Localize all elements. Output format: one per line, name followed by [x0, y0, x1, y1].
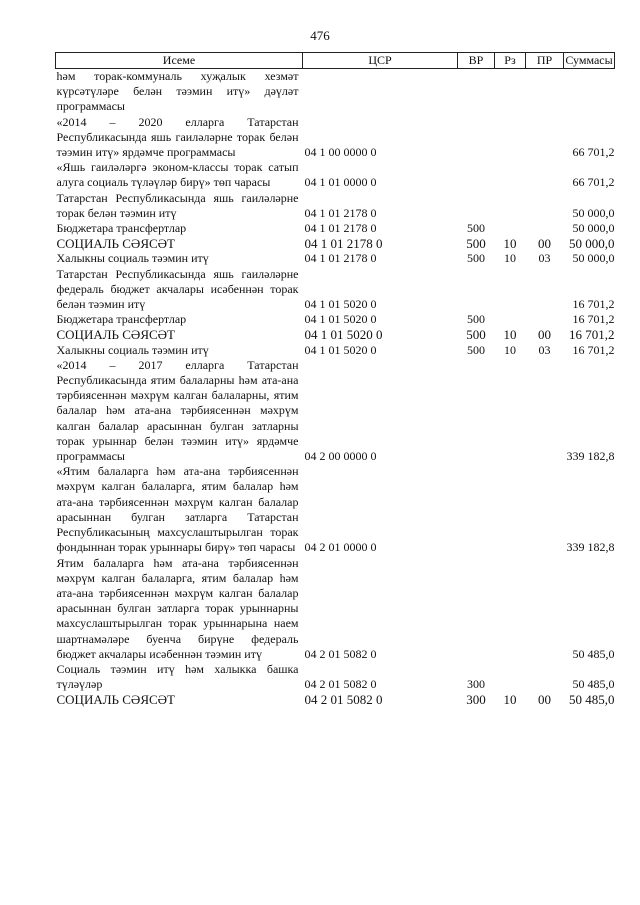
cell-sum: 339 182,8	[566, 540, 615, 555]
cell-vr	[458, 191, 495, 221]
table-row	[56, 556, 615, 662]
cell-csr: 04 1 01 5020 0	[304, 342, 377, 357]
cell-pr	[526, 115, 564, 161]
cell-pr: 03	[538, 342, 551, 357]
cell-rz	[495, 221, 526, 236]
cell-sum: 50 000,0	[572, 251, 615, 266]
cell-name: СОЦИАЛЬ СӘЯСӘТ	[56, 692, 175, 708]
cell-name: «2014 – 2017 елларга Татарстан Республикасында ятим балаларны һәм ата-ана тәрбиясеннән мәхрүм калган балаларны, ятим балалар һәм ата-ана тәрбиясеннән мәхрүм калган балалар арасыннан булган затларны торак урыннар белән тәэмин итү» ярдәмче программасы	[56, 357, 299, 464]
cell-vr: 500	[466, 327, 486, 343]
table-row-section	[56, 327, 615, 342]
cell-name: «Яшь гаиләләргә эконом-классы торак сатып алуга социаль түләүләр бирү» төп чарасы	[56, 160, 299, 190]
table-row	[56, 69, 615, 115]
cell-csr: 04 1 01 5020 0	[304, 327, 383, 343]
cell-csr: 04 1 01 5020 0	[304, 297, 377, 312]
cell-csr: 04 1 01 5020 0	[304, 312, 377, 327]
cell-rz	[495, 191, 526, 221]
cell-name: Бюджетара трансфертлар	[56, 221, 187, 236]
cell-pr	[526, 312, 564, 327]
column-header-vr: ВР	[458, 53, 495, 69]
cell-vr: 500	[467, 342, 485, 357]
budget-table	[55, 52, 615, 708]
cell-csr: 04 1 01 2178 0	[304, 221, 377, 236]
table-row	[56, 464, 615, 555]
cell-name: Социаль тәэмин итү һәм халыкка башка түләүләр	[56, 661, 299, 692]
table-row	[56, 343, 615, 358]
table-row	[56, 358, 615, 464]
cell-csr	[303, 69, 458, 115]
cell-sum	[564, 69, 615, 115]
cell-sum: 50 000,0	[569, 236, 615, 252]
cell-sum: 50 000,0	[572, 221, 615, 236]
cell-sum: 16 701,2	[572, 342, 615, 357]
column-header-sum: Суммасы	[565, 53, 613, 67]
cell-pr: 03	[538, 251, 551, 266]
cell-vr: 500	[467, 312, 485, 327]
column-header-rz: Рз	[495, 53, 526, 69]
cell-pr	[526, 160, 564, 190]
cell-vr	[458, 556, 495, 662]
cell-csr: 04 2 01 5082 0	[304, 677, 377, 692]
cell-rz: 10	[503, 692, 517, 708]
cell-pr	[526, 267, 564, 313]
cell-name: Татарстан Республикасында яшь гаиләләрне торак белән тәэмин итү	[56, 190, 299, 220]
column-header-csr: ЦСР	[303, 53, 458, 69]
cell-rz	[495, 662, 526, 692]
table-row-section	[56, 692, 615, 707]
cell-rz	[495, 115, 526, 161]
cell-rz	[495, 464, 526, 555]
cell-pr: 00	[538, 692, 551, 708]
cell-rz	[495, 160, 526, 190]
budget-table-sheet	[55, 52, 614, 708]
cell-pr: 00	[538, 236, 551, 252]
cell-name: «2014 – 2020 елларга Татарстан Республикасында яшь гаиләләрне торак белән тәэмин итү» ярдәмче программасы	[56, 114, 299, 160]
table-row	[56, 115, 615, 161]
cell-name: СОЦИАЛЬ СӘЯСӘТ	[56, 327, 175, 343]
cell-vr: 300	[467, 677, 485, 692]
cell-pr	[526, 358, 564, 464]
cell-name: СОЦИАЛЬ СӘЯСӘТ	[56, 236, 175, 252]
table-row	[56, 267, 615, 313]
cell-sum: 50 000,0	[572, 205, 615, 220]
cell-vr	[458, 160, 495, 190]
cell-pr: 00	[538, 327, 551, 343]
cell-rz: 10	[504, 251, 516, 266]
table-body	[56, 69, 615, 708]
table-row	[56, 251, 615, 266]
table-row	[56, 312, 615, 327]
cell-rz	[495, 69, 526, 115]
table-row	[56, 160, 615, 190]
cell-vr	[458, 464, 495, 555]
cell-rz: 10	[503, 327, 517, 343]
cell-vr: 500	[467, 221, 485, 236]
cell-csr: 04 1 01 2178 0	[304, 205, 377, 220]
cell-pr	[526, 662, 564, 692]
cell-rz	[495, 267, 526, 313]
cell-pr	[526, 556, 564, 662]
table-row	[56, 662, 615, 692]
cell-sum: 16 701,2	[572, 312, 615, 327]
cell-csr: 04 2 01 5082 0	[304, 646, 377, 661]
cell-rz	[495, 312, 526, 327]
cell-csr: 04 2 01 5082 0	[304, 692, 383, 708]
cell-rz: 10	[503, 236, 517, 252]
column-header-name: Исеме	[56, 53, 303, 69]
cell-rz: 10	[504, 342, 516, 357]
cell-sum: 66 701,2	[572, 145, 615, 160]
cell-pr	[526, 221, 564, 236]
cell-csr: 04 1 01 2178 0	[304, 236, 383, 252]
cell-name: Бюджетара трансфертлар	[56, 312, 187, 327]
cell-vr	[458, 115, 495, 161]
cell-name: «Ятим балаларга һәм ата-ана тәрбиясеннән мәхрүм калган балаларга, ятим балалар һәм ата-ана тәрбиясеннән мәхрүм калган балалар арасыннан булган затларга Татарстан Республикасының махсуслаштырылган торак фондыннан торак урыннары бирү» төп чарасы	[56, 464, 299, 555]
cell-sum: 16 701,2	[572, 297, 615, 312]
table-row	[56, 191, 615, 221]
cell-rz	[495, 358, 526, 464]
cell-sum: 16 701,2	[569, 327, 615, 343]
table-row-section	[56, 236, 615, 251]
cell-pr	[526, 464, 564, 555]
cell-name: Халыкны социаль тәэмин итү	[56, 342, 209, 357]
cell-vr: 500	[466, 236, 486, 252]
cell-pr	[526, 69, 564, 115]
cell-sum: 50 485,0	[572, 646, 615, 661]
cell-rz	[495, 556, 526, 662]
cell-csr: 04 1 00 0000 0	[304, 145, 377, 160]
cell-vr: 300	[466, 692, 486, 708]
cell-vr: 500	[467, 251, 485, 266]
cell-vr	[458, 358, 495, 464]
cell-csr: 04 2 01 0000 0	[304, 540, 377, 555]
cell-sum: 339 182,8	[566, 449, 615, 464]
column-header-pr: ПР	[526, 53, 564, 69]
cell-csr: 04 1 01 0000 0	[304, 175, 377, 190]
table-header-row	[56, 53, 615, 69]
cell-name: һәм торак-коммуналь хуҗалык хезмәт күрсәтүләре белән тәэмин итү» дәүләт программасы	[56, 69, 299, 114]
cell-csr: 04 2 00 0000 0	[304, 449, 377, 464]
cell-vr	[458, 69, 495, 115]
cell-csr: 04 1 01 2178 0	[304, 251, 377, 266]
cell-sum: 50 485,0	[572, 677, 615, 692]
table-row	[56, 221, 615, 236]
cell-sum: 50 485,0	[569, 692, 615, 708]
cell-name: Халыкны социаль тәэмин итү	[56, 251, 209, 266]
cell-vr	[458, 267, 495, 313]
cell-sum: 66 701,2	[572, 175, 615, 190]
cell-name: Татарстан Республикасында яшь гаиләләрне федераль бюджет акчалары исәбеннән торак белән тәэмин итү	[56, 266, 299, 312]
cell-name: Ятим балаларга һәм ата-ана тәрбиясеннән мәхрүм калган балаларга, ятим балалар һәм ата-ана тәрбиясеннән мәхрүм калган балалар арасыннан булган затларга торак урыннарны махсуслаштырылган торак урыннарына наем шартнамәләре буенча бирүне федераль бюджет акчалары исәбеннән тәэмин итү	[56, 555, 299, 661]
page-number: 476	[310, 28, 330, 43]
cell-pr	[526, 191, 564, 221]
